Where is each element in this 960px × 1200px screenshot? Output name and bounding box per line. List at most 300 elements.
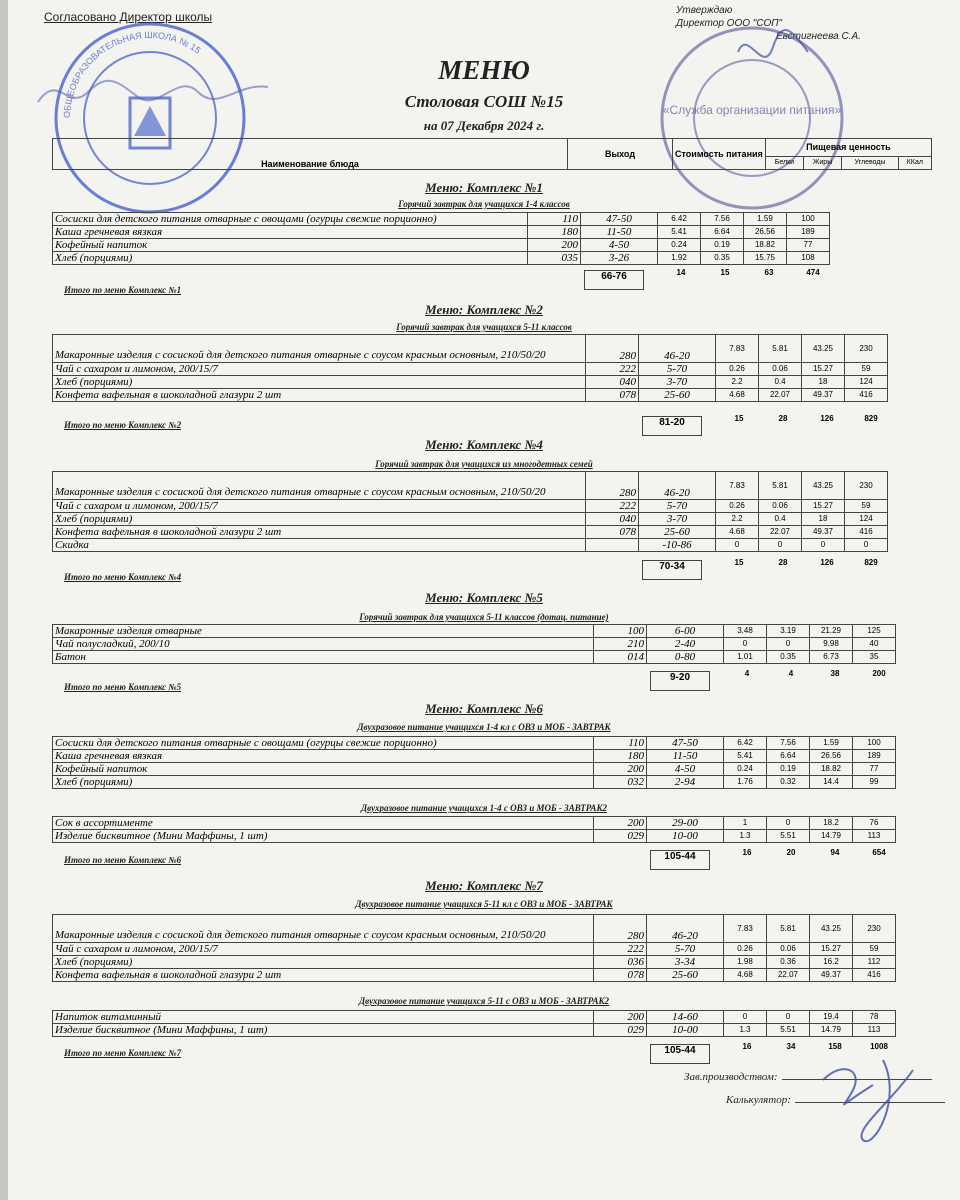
dish-price: 5-70: [639, 500, 716, 513]
table-row: [53, 1024, 896, 1037]
total-price: 9-20: [650, 671, 710, 691]
k4-rows-table: [52, 471, 888, 552]
col-kcal: ККал: [898, 156, 931, 169]
dish-fat: 7.56: [701, 213, 744, 226]
total-protein: 15: [734, 558, 744, 567]
dish-protein: 6.42: [658, 213, 701, 226]
dish-carbs: 6.73: [810, 651, 853, 664]
dish-carbs: 16.2: [810, 956, 853, 969]
dish-price: 11-50: [647, 750, 724, 763]
dish-name: Кофейный напиток: [53, 239, 528, 252]
total-fat: 34: [786, 1042, 796, 1051]
dish-output: 100: [594, 625, 647, 638]
dish-name: Чай с сахаром и лимоном, 200/15/7: [53, 363, 586, 376]
dish-kcal: 416: [853, 969, 896, 982]
col-protein: Белки: [765, 156, 803, 169]
dish-protein: 0.24: [658, 239, 701, 252]
table-row: [53, 817, 896, 830]
dish-output: 200: [594, 763, 647, 776]
dish-output: 222: [594, 943, 647, 956]
production-label: Зав.производством:: [684, 1071, 778, 1083]
table-row: [53, 737, 896, 750]
meal-subtitle: Горячий завтрак для учащихся 1-4 классов: [398, 199, 570, 209]
dish-fat: 6.64: [701, 226, 744, 239]
dish-protein: 5.41: [658, 226, 701, 239]
dish-carbs: 49.37: [802, 526, 845, 539]
dish-carbs: 49.37: [802, 389, 845, 402]
table-row: [53, 943, 896, 956]
total-kcal: 1008: [870, 1042, 888, 1051]
dish-price: 0-80: [647, 651, 724, 664]
dish-price: 46-20: [647, 915, 724, 943]
dish-protein: 1.3: [724, 1024, 767, 1037]
dish-fat: 3.19: [767, 625, 810, 638]
dish-name: Сосиски для детского питания отварные с овощами (огурцы свежие порционно): [53, 737, 594, 750]
dish-protein: 2.2: [716, 513, 759, 526]
meal-subtitle: Двухразовое питание учащихся 5-11 кл с ОВЗ и МОБ - ЗАВТРАК: [355, 899, 613, 909]
dish-kcal: 124: [845, 513, 888, 526]
school-stamp-text: ОБЩЕОБРАЗОВАТЕЛЬНАЯ ШКОЛА № 15: [61, 29, 203, 119]
dish-fat: 5.81: [759, 472, 802, 500]
complex-total-label: Итого по меню Комплекс №5: [64, 682, 182, 692]
dish-carbs: 14.79: [810, 1024, 853, 1037]
dish-kcal: 230: [845, 472, 888, 500]
dish-kcal: 124: [845, 376, 888, 389]
dish-protein: 1.01: [724, 651, 767, 664]
dish-fat: 22.07: [759, 389, 802, 402]
table-row: [53, 1011, 896, 1024]
dish-fat: 5.81: [759, 335, 802, 363]
dish-price: 14-60: [647, 1011, 724, 1024]
dish-fat: 7.56: [767, 737, 810, 750]
dish-kcal: 40: [853, 638, 896, 651]
complex-title: Меню: Комплекс №7: [425, 878, 543, 893]
dish-output: 032: [594, 776, 647, 789]
dish-name: Сок в ассортименте: [53, 817, 594, 830]
total-carbs: 94: [830, 848, 840, 857]
dish-output: 014: [594, 651, 647, 664]
dish-output: 029: [594, 830, 647, 843]
dish-output: [586, 539, 639, 552]
k6-rows-table: [52, 736, 896, 789]
complex-total-label: Итого по меню Комплекс №4: [64, 572, 182, 582]
approver-name: Евстигнеева С.А.: [776, 31, 861, 42]
complex-title: Меню: Комплекс №6: [425, 701, 543, 716]
dish-name: Скидка: [53, 539, 586, 552]
total-kcal: 200: [872, 669, 886, 678]
calculator-label: Калькулятор:: [726, 1094, 791, 1106]
page-subtitle: Столовая СОШ №15: [404, 92, 564, 111]
dish-name: Кофейный напиток: [53, 763, 594, 776]
dish-name: Хлеб (порциями): [53, 376, 586, 389]
meal-subtitle-2: Двухразовое питание учащихся 1-4 с ОВЗ и МОБ - ЗАВТРАК2: [360, 803, 608, 813]
dish-carbs: 15.27: [802, 500, 845, 513]
dish-kcal: 113: [853, 830, 896, 843]
dish-kcal: 99: [853, 776, 896, 789]
total-protein: 4: [744, 669, 750, 678]
dish-name: Чай полусладкий, 200/10: [53, 638, 594, 651]
dish-protein: 0: [716, 539, 759, 552]
dish-price: 10-00: [647, 1024, 724, 1037]
dish-protein: 5.41: [724, 750, 767, 763]
dish-price: -10-86: [639, 539, 716, 552]
dish-name: Макаронные изделия с сосиской для детского питания отварные с соусом красным основным, 210/50/20: [53, 915, 594, 943]
signature-bottom: [803, 1040, 943, 1160]
dish-carbs: 26.56: [744, 226, 787, 239]
total-price: 105-44: [650, 1044, 710, 1064]
dish-price: 5-70: [639, 363, 716, 376]
table-row: [53, 226, 830, 239]
dish-name: Изделие бисквитное (Мини Маффины, 1 шт): [53, 1024, 594, 1037]
dish-protein: 1.3: [724, 830, 767, 843]
table-row: [53, 763, 896, 776]
table-row: [53, 335, 888, 363]
dish-kcal: 416: [845, 526, 888, 539]
dish-kcal: 0: [845, 539, 888, 552]
dish-output: 029: [594, 1024, 647, 1037]
meal-subtitle: Горячий завтрак для учащихся 5-11 классов (дотац. питание): [359, 612, 609, 622]
meal-subtitle: Горячий завтрак для учащихся из многодетных семей: [375, 459, 593, 469]
dish-protein: 7.83: [724, 915, 767, 943]
dish-output: 036: [594, 956, 647, 969]
dish-protein: 1.76: [724, 776, 767, 789]
complex-title: Меню: Комплекс №5: [425, 590, 543, 605]
dish-output: 110: [594, 737, 647, 750]
dish-kcal: 100: [853, 737, 896, 750]
dish-output: 040: [586, 376, 639, 389]
table-row: [53, 776, 896, 789]
dish-fat: 0.06: [767, 943, 810, 956]
dish-carbs: 43.25: [810, 915, 853, 943]
total-carbs: 126: [820, 558, 834, 567]
dish-kcal: 78: [853, 1011, 896, 1024]
dish-output: 180: [528, 226, 581, 239]
dish-price: 47-50: [647, 737, 724, 750]
dish-protein: 2.2: [716, 376, 759, 389]
dish-carbs: 49.37: [810, 969, 853, 982]
dish-price: 47-50: [581, 213, 658, 226]
col-name: Наименование блюда: [53, 139, 568, 170]
dish-carbs: 21.29: [810, 625, 853, 638]
dish-name: Сосиски для детского питания отварные с овощами (огурцы свежие порционно): [53, 213, 528, 226]
table-row: [53, 500, 888, 513]
dish-name: Напиток витаминный: [53, 1011, 594, 1024]
menu-date: на 07 Декабря 2024 г.: [423, 118, 545, 133]
col-fat: Жиры: [803, 156, 841, 169]
dish-price: 25-60: [639, 389, 716, 402]
dish-protein: 1.98: [724, 956, 767, 969]
dish-protein: 4.68: [716, 389, 759, 402]
dish-price: 3-70: [639, 513, 716, 526]
total-fat: 15: [720, 268, 730, 277]
dish-kcal: 230: [845, 335, 888, 363]
k5-rows-table: [52, 624, 896, 664]
dish-name: Макаронные изделия с сосиской для детского питания отварные с соусом красным основным, 210/50/20: [53, 335, 586, 363]
complex-title: Меню: Комплекс №4: [425, 437, 543, 452]
dish-protein: 0: [724, 638, 767, 651]
table-row: [53, 830, 896, 843]
dish-kcal: 113: [853, 1024, 896, 1037]
dish-price: 2-40: [647, 638, 724, 651]
complex-total-label: Итого по меню Комплекс №6: [64, 855, 182, 865]
total-fat: 4: [788, 669, 794, 678]
dish-output: 210: [594, 638, 647, 651]
dish-kcal: 100: [787, 213, 830, 226]
dish-kcal: 112: [853, 956, 896, 969]
total-carbs: 126: [820, 414, 834, 423]
dish-carbs: 18.2: [810, 817, 853, 830]
table-row: [53, 513, 888, 526]
k7-rows-table: [52, 914, 896, 982]
dish-price: 3-34: [647, 956, 724, 969]
dish-kcal: 59: [853, 943, 896, 956]
dish-carbs: 9.98: [810, 638, 853, 651]
dish-carbs: 18: [802, 513, 845, 526]
dish-price: 4-50: [647, 763, 724, 776]
dish-carbs: 19.4: [810, 1011, 853, 1024]
dish-kcal: 35: [853, 651, 896, 664]
table-row: [53, 526, 888, 539]
total-fat: 20: [786, 848, 796, 857]
dish-price: 3-70: [639, 376, 716, 389]
dish-output: 222: [586, 500, 639, 513]
dish-kcal: 108: [787, 252, 830, 265]
dish-fat: 22.07: [759, 526, 802, 539]
dish-protein: 1: [724, 817, 767, 830]
dish-protein: 0.26: [716, 363, 759, 376]
complex-total-label: Итого по меню Комплекс №7: [64, 1048, 182, 1058]
dish-name: Макаронные изделия с сосиской для детского питания отварные с соусом красным основным, 210/50/20: [53, 472, 586, 500]
dish-kcal: 189: [787, 226, 830, 239]
dish-protein: 0.24: [724, 763, 767, 776]
dish-name: Конфета вафельная в шоколадной глазури 2 шт: [53, 526, 586, 539]
k6-rows2-table: [52, 816, 896, 843]
table-row: [53, 969, 896, 982]
dish-price: 11-50: [581, 226, 658, 239]
dish-name: Конфета вафельная в шоколадной глазури 2 шт: [53, 969, 594, 982]
agreed-label: Согласовано Директор школы: [44, 10, 213, 24]
dish-price: 10-00: [647, 830, 724, 843]
dish-price: 6-00: [647, 625, 724, 638]
dish-fat: 0.35: [767, 651, 810, 664]
k1-rows-table: [52, 212, 830, 265]
table-row: [53, 363, 888, 376]
table-row: [53, 956, 896, 969]
dish-fat: 0.32: [767, 776, 810, 789]
dish-output: 180: [594, 750, 647, 763]
table-row: [53, 389, 888, 402]
total-price: 105-44: [650, 850, 710, 870]
meal-subtitle: Двухразовое питание учащихся 1-4 кл с ОВЗ и МОБ - ЗАВТРАК: [357, 722, 611, 732]
dish-price: 25-60: [639, 526, 716, 539]
total-protein: 16: [742, 1042, 752, 1051]
total-fat: 28: [778, 558, 788, 567]
table-row: [53, 625, 896, 638]
complex-title: Меню: Комплекс №2: [425, 302, 543, 317]
total-carbs: 38: [830, 669, 840, 678]
total-fat: 28: [778, 414, 788, 423]
dish-price: 46-20: [639, 335, 716, 363]
dish-name: Изделие бисквитное (Мини Маффины, 1 шт): [53, 830, 594, 843]
dish-output: 200: [594, 1011, 647, 1024]
dish-output: 200: [528, 239, 581, 252]
total-carbs: 158: [828, 1042, 842, 1051]
dish-kcal: 76: [853, 817, 896, 830]
dish-fat: 6.64: [767, 750, 810, 763]
table-row: [53, 213, 830, 226]
dish-fat: 5.51: [767, 830, 810, 843]
dish-carbs: 0: [802, 539, 845, 552]
total-price: 81-20: [642, 416, 702, 436]
dish-price: 25-60: [647, 969, 724, 982]
dish-fat: 5.51: [767, 1024, 810, 1037]
dish-carbs: 15.75: [744, 252, 787, 265]
total-carbs: 63: [764, 268, 774, 277]
dish-protein: 4.68: [724, 969, 767, 982]
dish-carbs: 1.59: [744, 213, 787, 226]
total-price: 66-76: [584, 270, 644, 290]
dish-carbs: 14.79: [810, 830, 853, 843]
dish-fat: 22.07: [767, 969, 810, 982]
dish-fat: 0: [759, 539, 802, 552]
dish-output: 035: [528, 252, 581, 265]
table-row: [53, 376, 888, 389]
dish-fat: 0: [767, 817, 810, 830]
dish-carbs: 14.4: [810, 776, 853, 789]
dish-price: 46-20: [639, 472, 716, 500]
dish-name: Каша гречневая вязкая: [53, 226, 528, 239]
dish-fat: 0.19: [767, 763, 810, 776]
dish-carbs: 18: [802, 376, 845, 389]
dish-output: 280: [594, 915, 647, 943]
dish-fat: 0.35: [701, 252, 744, 265]
dish-protein: 7.83: [716, 335, 759, 363]
dish-protein: 0.26: [716, 500, 759, 513]
table-row: [53, 539, 888, 552]
dish-fat: 0.19: [701, 239, 744, 252]
dish-kcal: 77: [787, 239, 830, 252]
dish-protein: 6.42: [724, 737, 767, 750]
dish-fat: 5.81: [767, 915, 810, 943]
complex-total-label: Итого по меню Комплекс №1: [64, 285, 182, 295]
dish-kcal: 77: [853, 763, 896, 776]
k2-rows-table: [52, 334, 888, 402]
table-row: [53, 638, 896, 651]
k7-rows2-table: [52, 1010, 896, 1037]
approver-title: Директор ООО "СОП": [676, 18, 783, 29]
approve-label: Утверждаю: [676, 5, 733, 16]
dish-name: Чай с сахаром и лимоном, 200/15/7: [53, 500, 586, 513]
table-row: [53, 252, 830, 265]
meal-subtitle-2: Двухразовое питание учащихся 5-11 с ОВЗ и МОБ - ЗАВТРАК2: [358, 996, 610, 1006]
total-kcal: 829: [864, 558, 878, 567]
dish-price: 4-50: [581, 239, 658, 252]
table-row: [53, 239, 830, 252]
dish-output: 110: [528, 213, 581, 226]
dish-price: 3-26: [581, 252, 658, 265]
dish-fat: 0.4: [759, 513, 802, 526]
dish-fat: 0: [767, 638, 810, 651]
dish-fat: 0.06: [759, 363, 802, 376]
total-protein: 16: [742, 848, 752, 857]
complex-title: Меню: Комплекс №1: [425, 180, 543, 195]
page-title: МЕНЮ: [438, 55, 530, 85]
dish-carbs: 18.82: [810, 763, 853, 776]
dish-fat: 0.06: [759, 500, 802, 513]
dish-price: 5-70: [647, 943, 724, 956]
dish-carbs: 43.25: [802, 335, 845, 363]
dish-kcal: 59: [845, 363, 888, 376]
dish-kcal: 416: [845, 389, 888, 402]
dish-name: Хлеб (порциями): [53, 513, 586, 526]
dish-protein: 3.48: [724, 625, 767, 638]
dish-kcal: 189: [853, 750, 896, 763]
total-kcal: 654: [872, 848, 886, 857]
dish-protein: 7.83: [716, 472, 759, 500]
dish-protein: 4.68: [716, 526, 759, 539]
company-stamp-text: «Служба организации питания»: [662, 103, 842, 117]
col-nutrition: Пищевая ценность: [765, 139, 931, 157]
total-protein: 15: [734, 414, 744, 423]
table-row: [53, 750, 896, 763]
table-row: [53, 472, 888, 500]
dish-name: Хлеб (порциями): [53, 956, 594, 969]
dish-name: Хлеб (порциями): [53, 776, 594, 789]
dish-carbs: 26.56: [810, 750, 853, 763]
dish-output: 200: [594, 817, 647, 830]
dish-name: Конфета вафельная в шоколадной глазури 2 шт: [53, 389, 586, 402]
dish-price: 2-94: [647, 776, 724, 789]
dish-protein: 1.92: [658, 252, 701, 265]
dish-carbs: 15.27: [802, 363, 845, 376]
total-kcal: 829: [864, 414, 878, 423]
menu-sheet: [8, 0, 960, 1200]
dish-fat: 0.36: [767, 956, 810, 969]
dish-name: Каша гречневая вязкая: [53, 750, 594, 763]
dish-fat: 0: [767, 1011, 810, 1024]
dish-price: 29-00: [647, 817, 724, 830]
complex-total-label: Итого по меню Комплекс №2: [64, 420, 182, 430]
dish-output: 222: [586, 363, 639, 376]
dish-carbs: 18.82: [744, 239, 787, 252]
dish-protein: 0.26: [724, 943, 767, 956]
table-row: [53, 651, 896, 664]
dish-kcal: 59: [845, 500, 888, 513]
dish-kcal: 125: [853, 625, 896, 638]
dish-fat: 0.4: [759, 376, 802, 389]
dish-output: 078: [586, 389, 639, 402]
total-price: 70-34: [642, 560, 702, 580]
dish-carbs: 15.27: [810, 943, 853, 956]
dish-name: Чай с сахаром и лимоном, 200/15/7: [53, 943, 594, 956]
col-cost: Стоимость питания: [673, 139, 766, 170]
col-output: Выход: [568, 139, 673, 170]
dish-name: Макаронные изделия отварные: [53, 625, 594, 638]
col-carbs: Углеводы: [842, 156, 899, 169]
dish-name: Батон: [53, 651, 594, 664]
total-protein: 14: [676, 268, 686, 277]
dish-output: 040: [586, 513, 639, 526]
dish-output: 078: [594, 969, 647, 982]
meal-subtitle: Горячий завтрак для учащихся 5-11 классов: [396, 322, 572, 332]
dish-kcal: 230: [853, 915, 896, 943]
dish-name: Хлеб (порциями): [53, 252, 528, 265]
dish-output: 078: [586, 526, 639, 539]
dish-carbs: 1.59: [810, 737, 853, 750]
table-row: [53, 915, 896, 943]
total-kcal: 474: [806, 268, 820, 277]
table-header: [52, 138, 932, 170]
